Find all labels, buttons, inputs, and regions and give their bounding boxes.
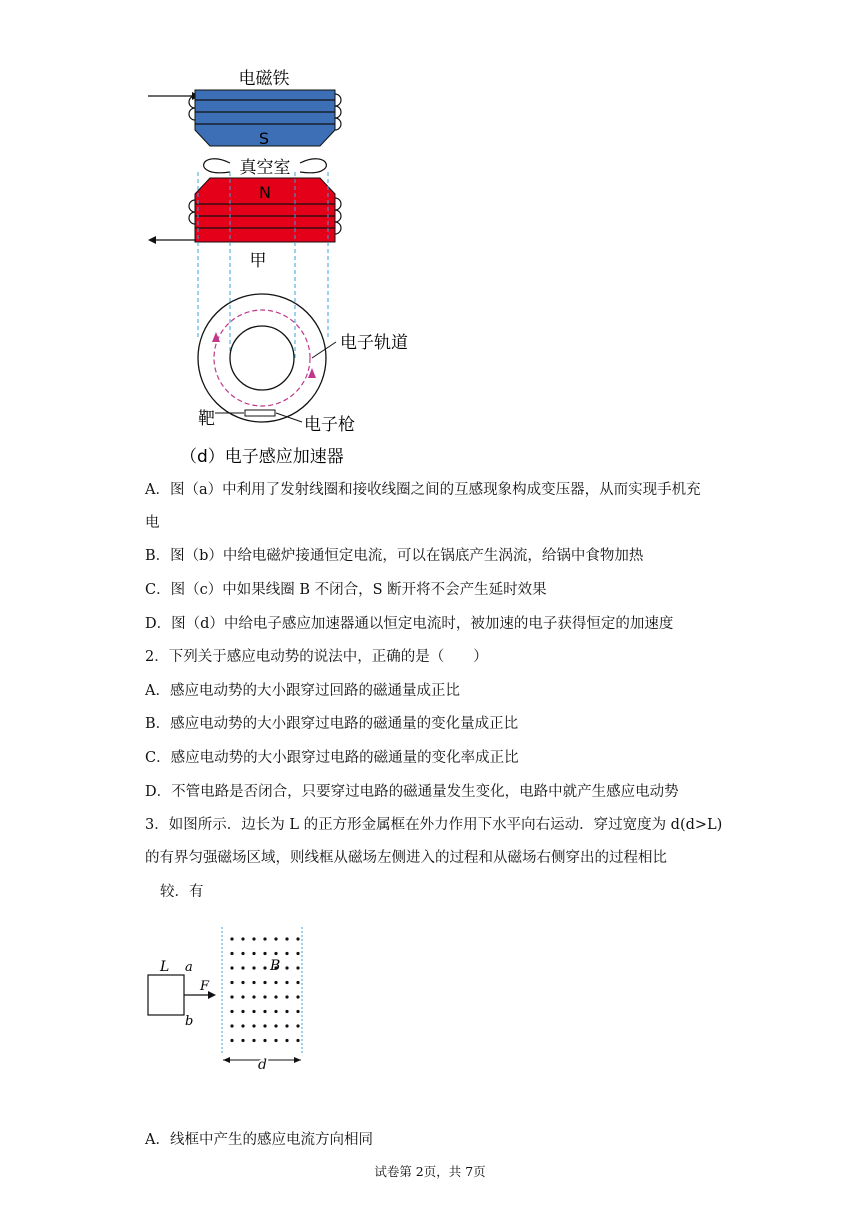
field-dot bbox=[263, 1024, 266, 1027]
field-dot bbox=[285, 966, 288, 969]
outer-ring bbox=[198, 294, 326, 422]
field-dot bbox=[230, 981, 233, 984]
electromagnet-label: 电磁铁 bbox=[238, 69, 290, 89]
vacuum-chamber-label: 真空室 bbox=[239, 158, 291, 178]
field-dot bbox=[230, 937, 233, 940]
q1-option-c: C．图（c）中如果线圈 B 不闭合，S 断开将不会产生延时效果 bbox=[145, 582, 547, 598]
field-dot bbox=[241, 981, 244, 984]
label-F: F bbox=[200, 979, 210, 994]
field-dot bbox=[241, 966, 244, 969]
q2-option-c: C．感应电动势的大小跟穿过电路的磁通量的变化率成正比 bbox=[145, 750, 519, 766]
field-dot bbox=[230, 952, 233, 955]
field-dot bbox=[274, 937, 277, 940]
field-dot bbox=[296, 1024, 299, 1027]
field-dot bbox=[230, 966, 233, 969]
field-dot bbox=[296, 937, 299, 940]
field-dot bbox=[296, 1039, 299, 1042]
field-dot bbox=[252, 1024, 255, 1027]
field-dot bbox=[296, 1010, 299, 1013]
field-dot bbox=[274, 981, 277, 984]
field-dot bbox=[241, 995, 244, 998]
target-label: 靶 bbox=[198, 409, 215, 429]
field-dot bbox=[263, 937, 266, 940]
q2-option-b: B．感应电动势的大小跟穿过电路的磁通量的变化量成正比 bbox=[145, 716, 519, 732]
field-dot bbox=[285, 1024, 288, 1027]
field-dot bbox=[285, 995, 288, 998]
current-out-arrow bbox=[148, 236, 196, 244]
field-dot bbox=[296, 952, 299, 955]
square-frame bbox=[148, 975, 184, 1015]
field-dot bbox=[230, 1039, 233, 1042]
inner-ring bbox=[230, 326, 294, 390]
field-dot bbox=[241, 1024, 244, 1027]
field-dot bbox=[285, 1039, 288, 1042]
field-dot bbox=[274, 952, 277, 955]
gun-label: 电子枪 bbox=[304, 415, 355, 435]
field-dot bbox=[296, 981, 299, 984]
field-dot bbox=[230, 1024, 233, 1027]
n-pole-label: N bbox=[259, 183, 271, 202]
field-dot bbox=[263, 952, 266, 955]
label-b: b bbox=[185, 1014, 194, 1029]
field-dot bbox=[252, 1010, 255, 1013]
q3-option-a: A．线框中产生的感应电流方向相同 bbox=[145, 1132, 373, 1148]
field-dot bbox=[241, 937, 244, 940]
q1-option-d: D．图（d）中给电子感应加速器通以恒定电流时，被加速的电子获得恒定的加速度 bbox=[145, 616, 674, 632]
field-dot bbox=[263, 981, 266, 984]
orbit-label: 电子轨道 bbox=[340, 333, 408, 353]
label-B: B bbox=[270, 958, 281, 974]
q2-stem: 2．下列关于感应电动势的说法中，正确的是（ ） bbox=[145, 649, 488, 665]
field-dot bbox=[252, 966, 255, 969]
field-dot bbox=[274, 1010, 277, 1013]
upper-coil bbox=[189, 94, 341, 130]
label-L: L bbox=[160, 959, 170, 975]
field-dot bbox=[241, 1039, 244, 1042]
field-dot bbox=[274, 1024, 277, 1027]
q3-stem-line2: 的有界匀强磁场区域，则线框从磁场左侧进入的过程和从磁场右侧穿出的过程相比 bbox=[145, 850, 667, 866]
field-dot bbox=[296, 995, 299, 998]
s-pole-label: S bbox=[258, 129, 270, 148]
field-dot bbox=[252, 1039, 255, 1042]
field-dot bbox=[285, 981, 288, 984]
field-dot bbox=[274, 1039, 277, 1042]
jia-label: 甲 bbox=[249, 251, 267, 271]
field-dot bbox=[285, 952, 288, 955]
betatron-figure bbox=[140, 60, 440, 475]
q1-option-a-cont: 电 bbox=[145, 515, 160, 531]
field-dot bbox=[252, 981, 255, 984]
electron-orbit bbox=[214, 310, 310, 406]
field-dot bbox=[263, 1039, 266, 1042]
field-dot bbox=[274, 995, 277, 998]
q3-stem-line1: 3．如图所示．边长为 L 的正方形金属框在外力作用下水平向右运动．穿过宽度为 d(d>L) bbox=[145, 817, 723, 833]
field-dot bbox=[263, 995, 266, 998]
figure-caption: （d）电子感应加速器 bbox=[180, 447, 344, 467]
q1-option-a: A．图（a）中利用了发射线圈和接收线圈之间的互感现象构成变压器，从而实现手机充 bbox=[145, 482, 701, 498]
field-dot bbox=[241, 1010, 244, 1013]
label-d: d bbox=[258, 1057, 267, 1073]
field-dot bbox=[263, 1010, 266, 1013]
q2-option-a: A．感应电动势的大小跟穿过回路的磁通量成正比 bbox=[145, 683, 460, 699]
field-dot bbox=[285, 1010, 288, 1013]
field-dot bbox=[230, 1010, 233, 1013]
field-dot bbox=[285, 937, 288, 940]
field-dot bbox=[230, 995, 233, 998]
page-footer: 试卷第 2页，共 7页 bbox=[374, 1164, 486, 1179]
field-dot bbox=[263, 966, 266, 969]
label-a: a bbox=[185, 960, 193, 975]
field-dot bbox=[252, 952, 255, 955]
magnetic-field-figure bbox=[140, 925, 320, 1075]
field-dot bbox=[241, 952, 244, 955]
field-dot bbox=[296, 966, 299, 969]
q3-stem-line3: 较．有 bbox=[160, 884, 204, 900]
field-dot bbox=[252, 995, 255, 998]
q1-option-b: B．图（b）中给电磁炉接通恒定电流，可以在锅底产生涡流，给锅中食物加热 bbox=[145, 548, 644, 564]
field-dots bbox=[230, 937, 299, 1042]
q2-option-d: D．不管电路是否闭合，只要穿过电路的磁通量发生变化，电路中就产生感应电动势 bbox=[145, 784, 679, 800]
field-dot bbox=[252, 937, 255, 940]
electron-gun bbox=[245, 410, 275, 416]
